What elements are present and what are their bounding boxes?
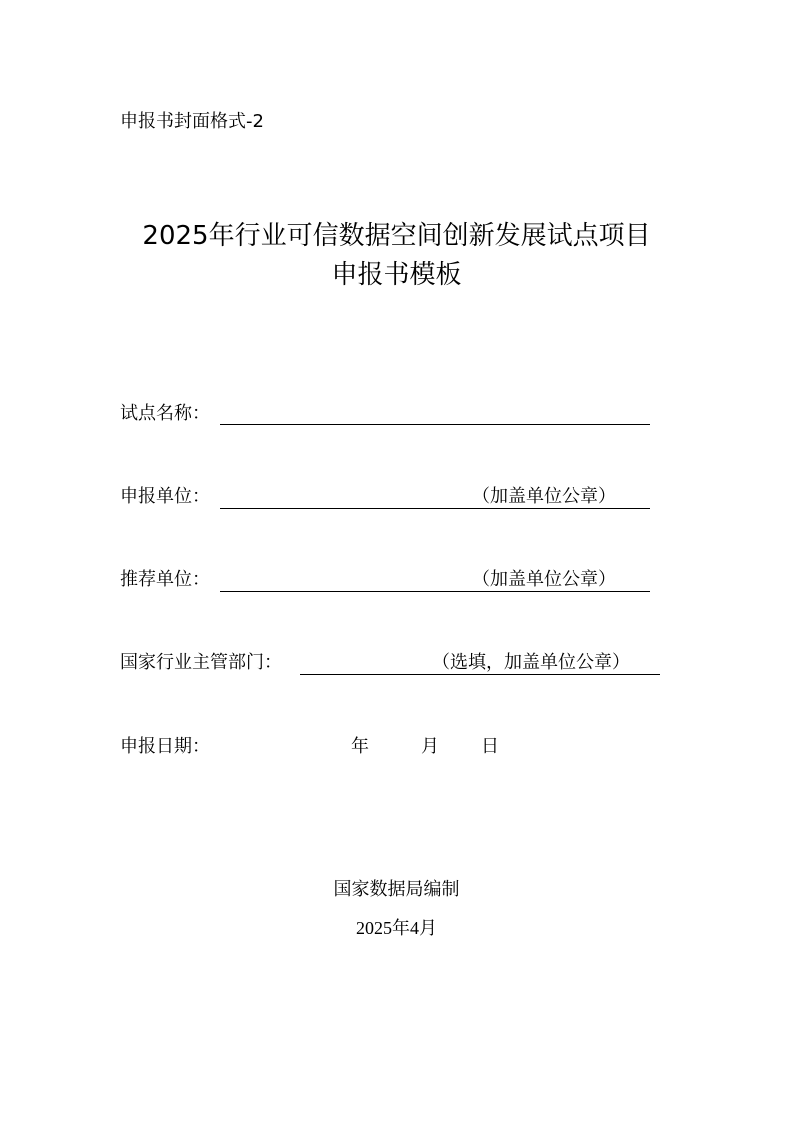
date-year-label: 年	[351, 736, 369, 757]
application-date-label: 申报日期：	[120, 736, 210, 757]
pilot-name-underline	[220, 424, 650, 425]
ministry-label: 国家行业主管部门：	[120, 652, 282, 673]
date-day-label: 日	[481, 736, 499, 757]
date-month-label: 月	[421, 736, 439, 757]
publication-date: 2025年4月	[356, 918, 437, 938]
applicant-seal-note: （加盖单位公章）	[472, 486, 616, 507]
ministry-seal-note: （选填，加盖单位公章）	[432, 652, 630, 673]
document-title-line-2: 申报书模板	[331, 260, 462, 290]
compiler-label: 国家数据局编制	[333, 879, 460, 900]
applicant-label: 申报单位：	[120, 486, 210, 507]
recommender-label: 推荐单位：	[120, 569, 210, 590]
pilot-name-label: 试点名称：	[120, 403, 210, 424]
cover-format-label: 申报书封面格式-2	[120, 111, 264, 132]
recommender-seal-note: （加盖单位公章）	[472, 569, 616, 590]
document-title-line-1: 2025年行业可信数据空间创新发展试点项目	[142, 221, 651, 251]
